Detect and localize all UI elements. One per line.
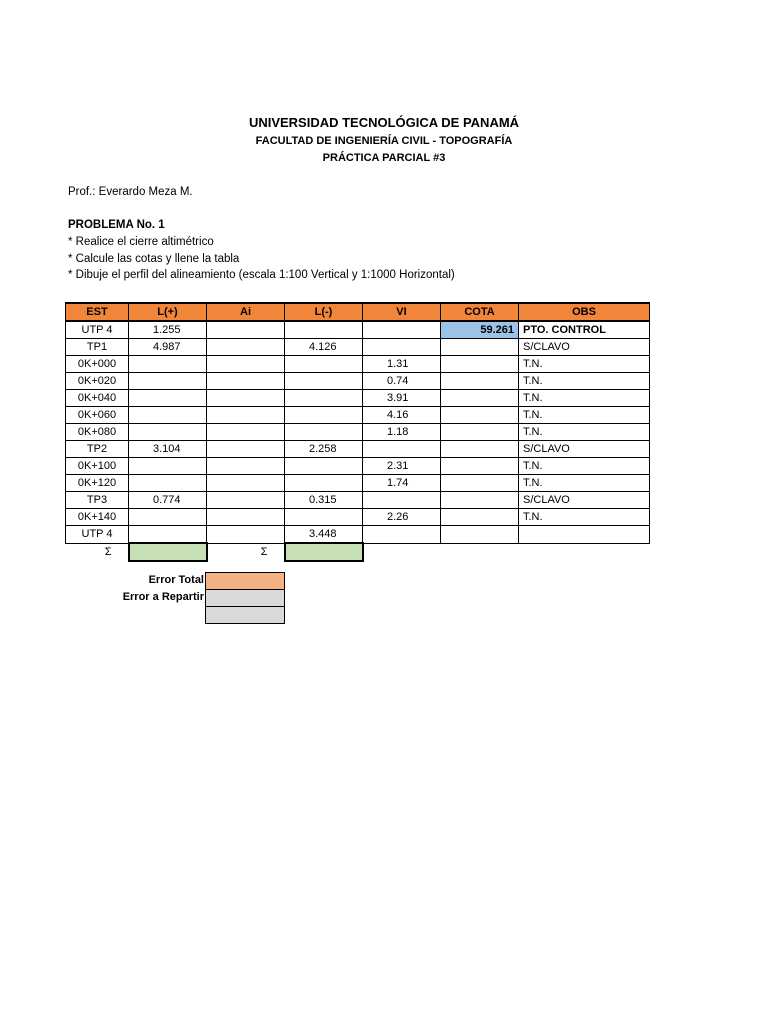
cell-est[interactable]: TP3 [66, 492, 129, 509]
cell-l-minus[interactable]: 4.126 [285, 339, 363, 356]
cell-cota[interactable] [441, 492, 519, 509]
cell-cota[interactable] [441, 373, 519, 390]
cell-est[interactable]: 0K+060 [66, 407, 129, 424]
cell-ai[interactable] [207, 373, 285, 390]
cell-vi[interactable]: 1.74 [363, 475, 441, 492]
cell-l-plus[interactable]: 0.774 [129, 492, 207, 509]
table-row [66, 424, 650, 441]
error-total-cell[interactable] [205, 572, 285, 590]
table-row [66, 390, 650, 407]
cell-ai[interactable] [207, 492, 285, 509]
cell-ai[interactable] [207, 339, 285, 356]
cell-l-plus[interactable] [129, 424, 207, 441]
table-row [66, 407, 650, 424]
cell-obs[interactable]: S/CLAVO [519, 339, 650, 356]
table-row [66, 458, 650, 475]
cell-obs[interactable]: T.N. [519, 458, 650, 475]
cell-est[interactable]: TP2 [66, 441, 129, 458]
sum-row [66, 543, 650, 561]
cell-obs[interactable]: T.N. [519, 373, 650, 390]
cell-l-minus[interactable] [285, 407, 363, 424]
table-row [66, 475, 650, 492]
cell-vi[interactable] [363, 321, 441, 339]
cell-vi[interactable]: 4.16 [363, 407, 441, 424]
cell-ai[interactable] [207, 424, 285, 441]
cell-est[interactable]: TP1 [66, 339, 129, 356]
table-row [66, 492, 650, 509]
table-row [66, 321, 650, 339]
cell-est[interactable]: 0K+140 [66, 509, 129, 526]
cell-l-plus[interactable]: 1.255 [129, 321, 207, 339]
table-row [66, 373, 650, 390]
cell-l-minus[interactable] [285, 475, 363, 492]
cell-l-minus[interactable]: 3.448 [285, 526, 363, 544]
error-total-label: Error Total [148, 574, 204, 586]
table-row [66, 356, 650, 373]
cell-cota[interactable] [441, 441, 519, 458]
cell-cota[interactable] [441, 356, 519, 373]
column-header-ai: Ai [207, 303, 285, 321]
cell-cota[interactable]: 59.261 [441, 321, 519, 339]
column-header-l-minus: L(-) [285, 303, 363, 321]
cell-l-minus[interactable] [285, 509, 363, 526]
table-row [66, 509, 650, 526]
cell-vi[interactable]: 2.26 [363, 509, 441, 526]
cell-obs[interactable]: T.N. [519, 424, 650, 441]
cell-l-plus[interactable] [129, 407, 207, 424]
sum-symbol-l-minus: Σ [260, 546, 268, 559]
cell-obs[interactable]: T.N. [519, 407, 650, 424]
cell-est[interactable]: UTP 4 [66, 526, 129, 544]
cell-ai[interactable] [207, 475, 285, 492]
cell-l-plus[interactable] [129, 509, 207, 526]
problem-title: PROBLEMA No. 1 [68, 219, 165, 231]
cell-cota[interactable] [441, 526, 519, 544]
cell-obs[interactable]: T.N. [519, 390, 650, 407]
faculty-title: FACULTAD DE INGENIERÍA CIVIL - TOPOGRAFÍA [255, 135, 513, 147]
cell-cota[interactable] [441, 475, 519, 492]
sum-symbol-l-plus: Σ [104, 546, 112, 559]
instruction-1: * Realice el cierre altimétrico [68, 236, 214, 248]
cell-l-minus[interactable] [285, 321, 363, 339]
table-header-row [66, 303, 650, 321]
table-row [66, 441, 650, 458]
cell-ai[interactable] [207, 390, 285, 407]
cell-l-minus[interactable] [285, 424, 363, 441]
cell-l-plus[interactable] [129, 356, 207, 373]
cell-est[interactable]: 0K+020 [66, 373, 129, 390]
cell-ai[interactable] [207, 407, 285, 424]
cell-cota[interactable] [441, 339, 519, 356]
cell-obs[interactable]: S/CLAVO [519, 441, 650, 458]
table-body [66, 321, 650, 561]
cell-obs[interactable]: T.N. [519, 356, 650, 373]
column-header-l-plus: L(+) [129, 303, 207, 321]
cell-ai[interactable] [207, 458, 285, 475]
professor-name: Prof.: Everardo Meza M. [68, 186, 193, 198]
cell-l-minus[interactable]: 2.258 [285, 441, 363, 458]
cell-l-plus[interactable]: 4.987 [129, 339, 207, 356]
cell-cota[interactable] [441, 407, 519, 424]
cell-vi[interactable]: 2.31 [363, 458, 441, 475]
cell-obs[interactable]: PTO. CONTROL [519, 321, 650, 339]
cell-l-minus[interactable] [285, 373, 363, 390]
cell-ai[interactable] [207, 321, 285, 339]
cell-est[interactable]: 0K+000 [66, 356, 129, 373]
cell-obs[interactable]: T.N. [519, 475, 650, 492]
table-row [66, 339, 650, 356]
table-row [66, 526, 650, 544]
cell-l-minus[interactable] [285, 458, 363, 475]
cell-l-minus[interactable] [285, 390, 363, 407]
cell-obs[interactable]: S/CLAVO [519, 492, 650, 509]
cell-l-minus[interactable]: 0.315 [285, 492, 363, 509]
cell-vi[interactable]: 1.31 [363, 356, 441, 373]
column-header-obs: OBS [519, 303, 650, 321]
cell-est[interactable]: 0K+100 [66, 458, 129, 475]
cell-l-plus[interactable] [129, 526, 207, 544]
sum-l-minus-cell[interactable] [285, 543, 363, 561]
university-title: UNIVERSIDAD TECNOLÓGICA DE PANAMÁ [248, 115, 520, 130]
cell-vi[interactable]: 3.91 [363, 390, 441, 407]
cell-l-plus[interactable] [129, 390, 207, 407]
instruction-3: * Dibuje el perfil del alineamiento (escala 1:100 Vertical y 1:1000 Horizontal) [68, 269, 455, 281]
cell-vi[interactable] [363, 441, 441, 458]
cell-cota[interactable] [441, 509, 519, 526]
cell-cota[interactable] [441, 424, 519, 441]
error-repartir-label: Error a Repartir [122, 591, 204, 603]
column-header-vi: VI [363, 303, 441, 321]
leveling-table [65, 302, 650, 562]
cell-l-plus[interactable] [129, 373, 207, 390]
column-header-cota: COTA [441, 303, 519, 321]
instruction-2: * Calcule las cotas y llene la tabla [68, 253, 240, 265]
cell-ai[interactable] [207, 356, 285, 373]
cell-cota[interactable] [441, 458, 519, 475]
cell-est[interactable]: 0K+120 [66, 475, 129, 492]
cell-est[interactable]: 0K+080 [66, 424, 129, 441]
cell-l-plus[interactable] [129, 458, 207, 475]
column-header-est: EST [66, 303, 129, 321]
cell-obs[interactable]: T.N. [519, 509, 650, 526]
error-extra-cell[interactable] [205, 606, 285, 624]
practice-title: PRÁCTICA PARCIAL #3 [322, 152, 446, 164]
cell-cota[interactable] [441, 390, 519, 407]
cell-vi[interactable]: 0.74 [363, 373, 441, 390]
cell-l-plus[interactable] [129, 475, 207, 492]
cell-est[interactable]: UTP 4 [66, 321, 129, 339]
cell-obs[interactable] [519, 526, 650, 544]
cell-vi[interactable] [363, 492, 441, 509]
error-repartir-cell[interactable] [205, 589, 285, 607]
cell-ai[interactable] [207, 441, 285, 458]
cell-vi[interactable] [363, 339, 441, 356]
cell-l-plus[interactable]: 3.104 [129, 441, 207, 458]
cell-est[interactable]: 0K+040 [66, 390, 129, 407]
cell-vi[interactable] [363, 526, 441, 544]
cell-vi[interactable]: 1.18 [363, 424, 441, 441]
cell-l-minus[interactable] [285, 356, 363, 373]
sum-l-plus-cell[interactable] [129, 543, 207, 561]
cell-ai[interactable] [207, 526, 285, 544]
cell-ai[interactable] [207, 509, 285, 526]
